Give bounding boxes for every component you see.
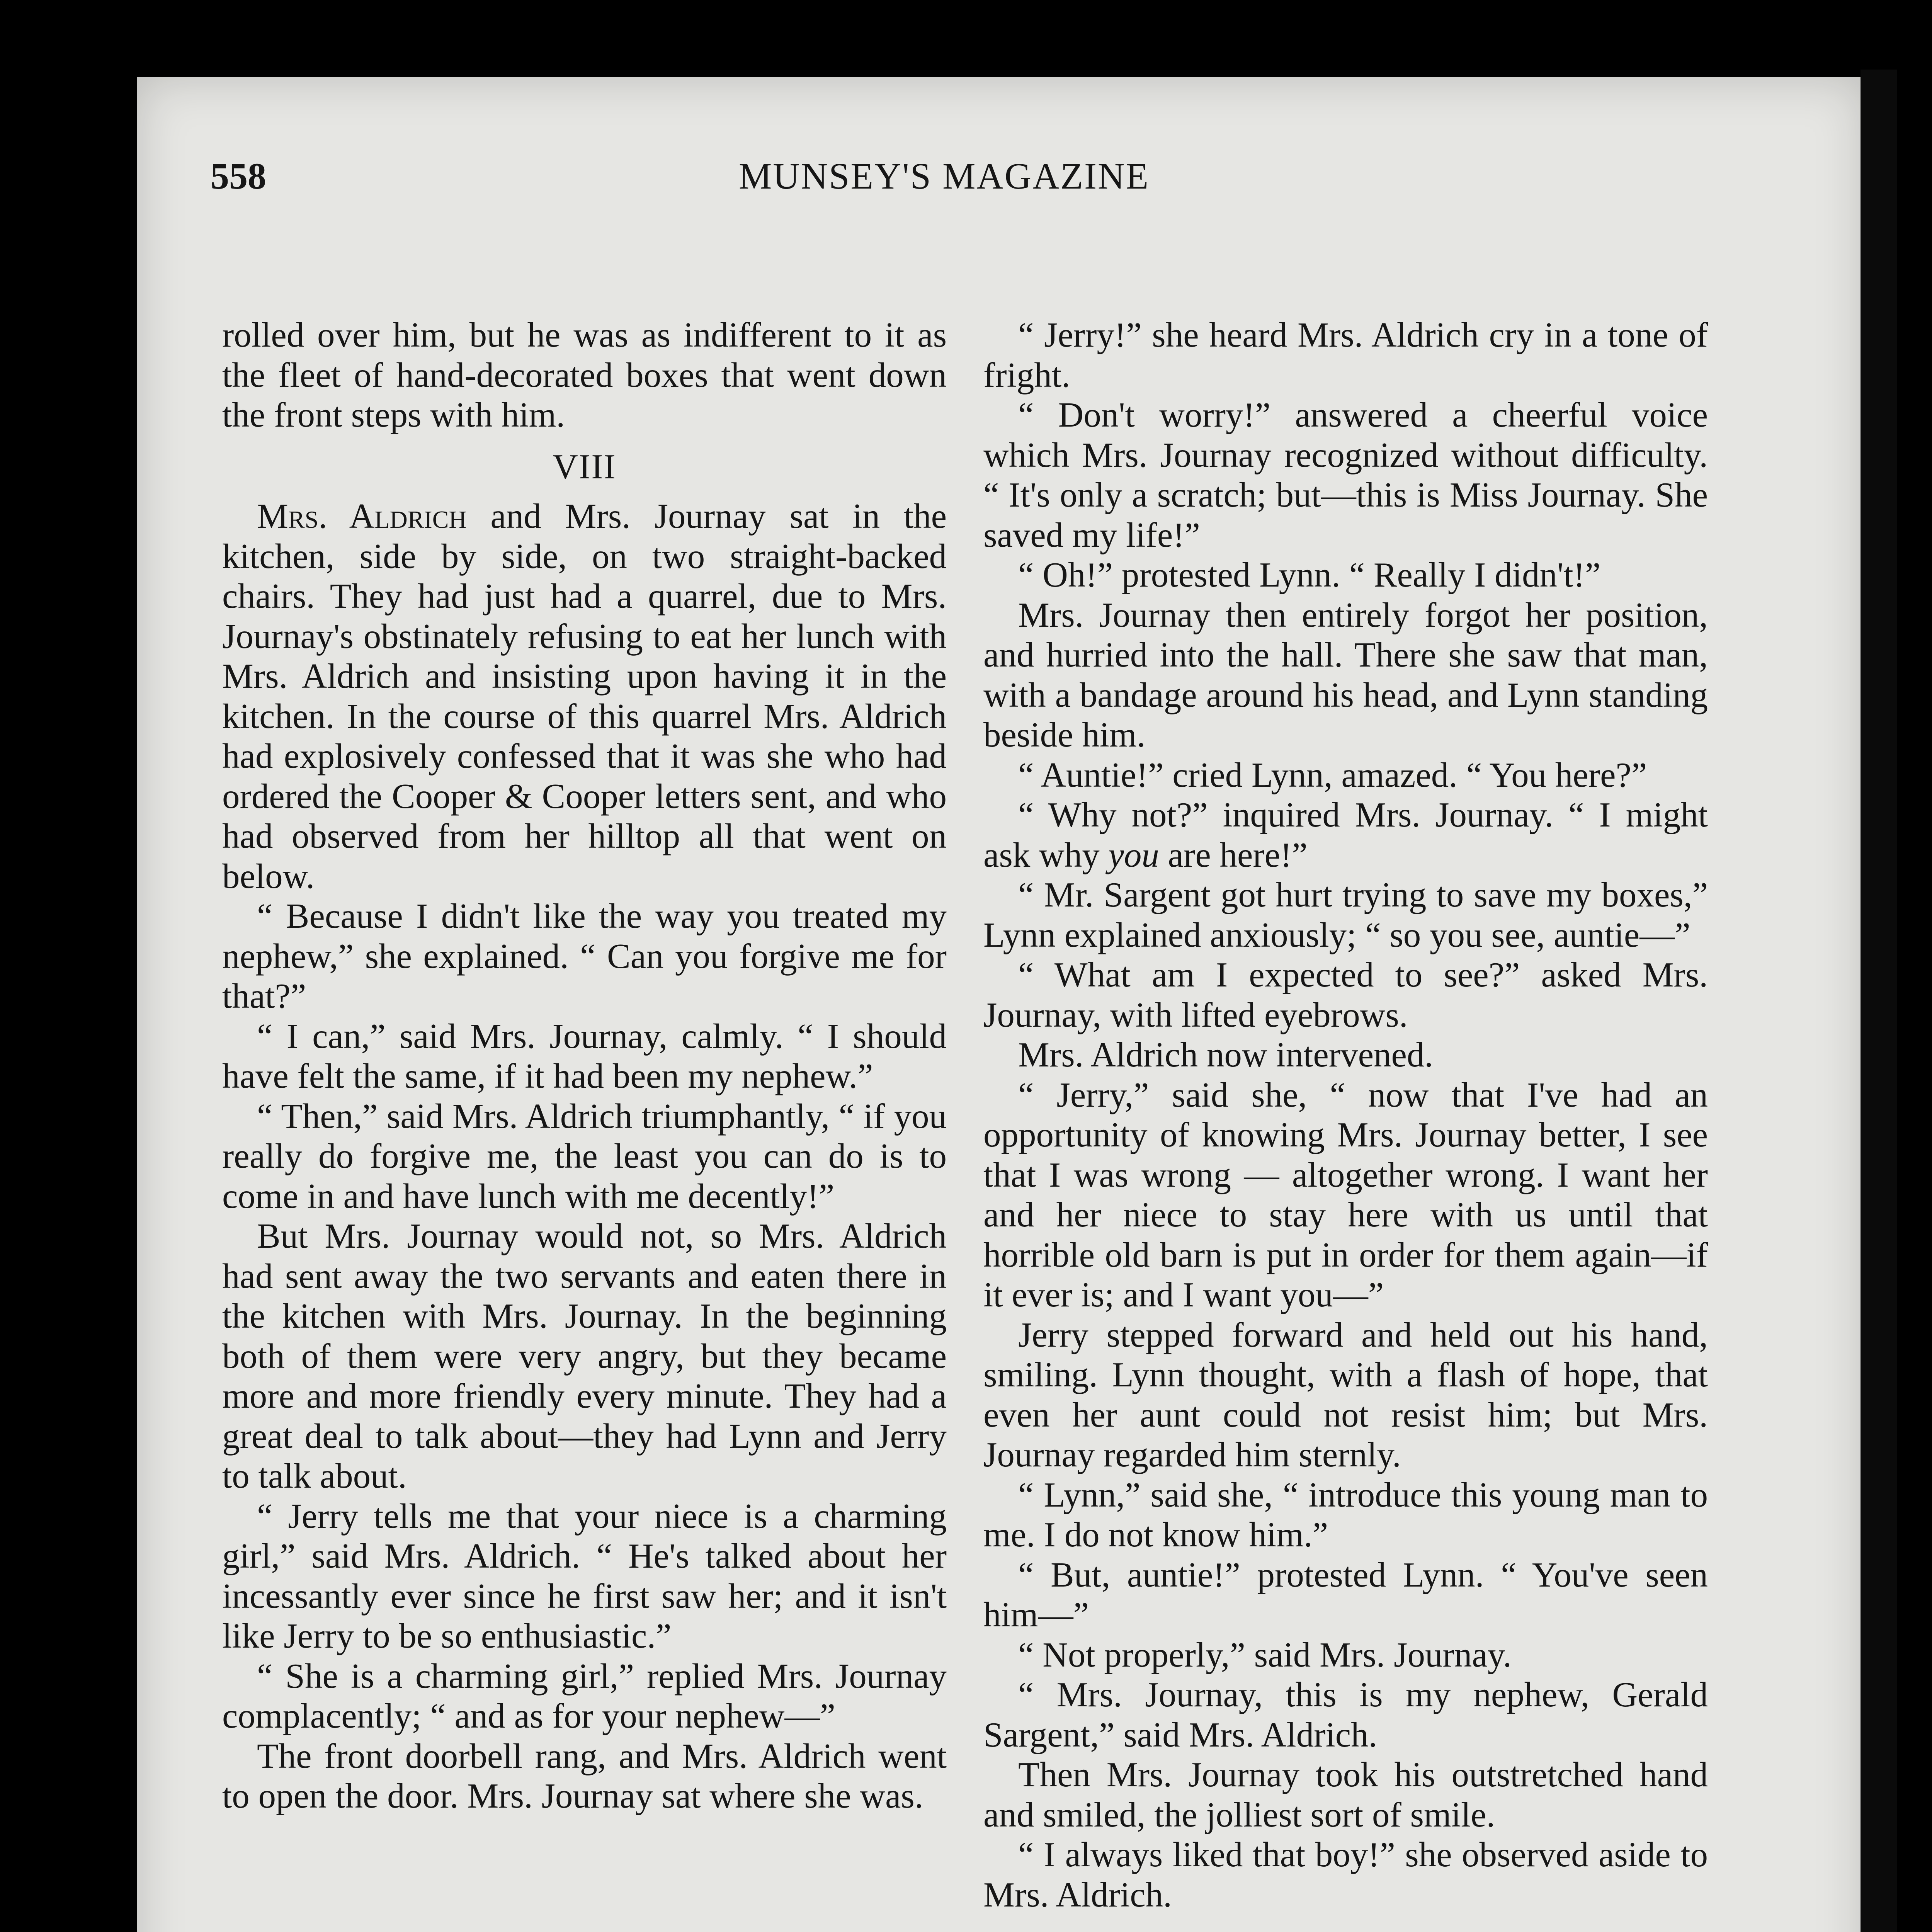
page-header: [211, 155, 1678, 209]
paragraph-text: and Mrs. Journay sat in the kitchen, side by side, on two straight-backed chairs. They had just had a quarrel, due to Mrs. Journay's obstinately refusing to eat her lunch with Mrs. Aldrich and insisting upon having it in the kitchen. In the course of this quarrel Mrs. Aldrich had explosively confessed that it was she who had ordered the Cooper & Cooper letters sent, and who had observed from her hilltop all that went on below.: [222, 497, 947, 896]
paragraph: “ She is a charming girl,” replied Mrs. Journay complacently; “ and as for your nephew—”: [222, 1656, 947, 1735]
paragraph: “ Don't worry!” answered a cheerful voice which Mrs. Journay recognized without difficulty. “ It's only a scratch; but—this is Miss Journay. She saved my life!”: [983, 395, 1708, 554]
paragraph: Mrs. Journay then entirely forgot her position, and hurried into the hall. There she saw that man, with a bandage around his head, and Lynn standing beside him.: [983, 595, 1708, 754]
section-heading: VIII: [553, 447, 616, 486]
paragraph-text: are here!”: [1159, 835, 1308, 874]
paragraph: Jerry stepped forward and held out his hand, smiling. Lynn thought, with a flash of hope, that even her aunt could not resist him; but Mrs. Journay regarded him sternly.: [983, 1315, 1708, 1474]
paragraph: “ Not properly,” said Mrs. Journay.: [1018, 1635, 1512, 1674]
page-number: 558: [211, 155, 266, 197]
paragraph: Mrs. Aldrich now intervened.: [1018, 1035, 1434, 1074]
paragraph: “ Then,” said Mrs. Aldrich triumphantly, “ if you really do forgive me, the least you can do is to come in and have lunch with me decently!”: [222, 1096, 947, 1216]
paragraph: But Mrs. Journay would not, so Mrs. Aldrich had sent away the two servants and eaten there in the kitchen with Mrs. Journay. In the beginning both of them were very angry, but they became more and more friendly every minute. They had a great deal to talk about—they had Lynn and Jerry to talk about.: [222, 1216, 947, 1495]
paragraph: [983, 795, 1708, 875]
paragraph: “ Jerry!” she heard Mrs. Aldrich cry in a tone of fright.: [983, 315, 1708, 395]
paragraph: “ Lynn,” said she, “ introduce this young man to me. I do not know him.”: [983, 1475, 1708, 1554]
paragraph: Then Mrs. Journay took his outstretched hand and smiled, the jolliest sort of smile.: [983, 1755, 1708, 1834]
continued-paragraph: rolled over him, but he was as indifferent to it as the fleet of hand-decorated boxes that went down the front steps with him.: [222, 315, 947, 434]
running-head: MUNSEY'S MAGAZINE: [739, 155, 1150, 197]
paragraph-lead-in: Mrs. Aldrich: [257, 497, 467, 536]
paragraph-text: “ Why not?” inquired Mrs. Journay. “ I might ask why: [983, 795, 1708, 874]
left-column: [222, 315, 947, 1816]
paragraph: The front doorbell rang, and Mrs. Aldrich went to open the door. Mrs. Journay sat where she was.: [222, 1736, 947, 1815]
paragraph: “ What am I expected to see?” asked Mrs. Journay, with lifted eyebrows.: [983, 955, 1708, 1034]
right-column: [983, 315, 1708, 1915]
paragraph: “ Mr. Sargent got hurt trying to save my boxes,” Lynn explained anxiously; “ so you see, auntie—”: [983, 875, 1708, 954]
paragraph: “ I can,” said Mrs. Journay, calmly. “ I should have felt the same, if it had been my nephew.”: [222, 1016, 947, 1095]
paragraph: “ But, auntie!” protested Lynn. “ You've seen him—”: [983, 1555, 1708, 1634]
paragraph: “ Mrs. Journay, this is my nephew, Gerald Sargent,” said Mrs. Aldrich.: [983, 1675, 1708, 1754]
paragraph: “ Because I didn't like the way you treated my nephew,” she explained. “ Can you forgive me for that?”: [222, 896, 947, 1015]
paragraph: “ Jerry tells me that your niece is a charming girl,” said Mrs. Aldrich. “ He's talked about her incessantly ever since he first saw her; and it isn't like Jerry to be so enthusiastic.”: [222, 1496, 947, 1655]
paragraph: [222, 496, 947, 896]
paragraph: “ Oh!” protested Lynn. “ Really I didn't!”: [1018, 555, 1601, 594]
paragraph: “ I always liked that boy!” she observed aside to Mrs. Aldrich.: [983, 1835, 1708, 1914]
emphasized-word: you: [1108, 835, 1159, 874]
page-edge-shadow: [1861, 70, 1897, 1932]
paragraph: “ Jerry,” said she, “ now that I've had an opportunity of knowing Mrs. Journay better, I see that I was wrong — altogether wrong. I want her and her niece to stay here with us until that horrible old barn is put in order for them again—if it ever is; and I want you—”: [983, 1075, 1708, 1314]
paragraph: “ Auntie!” cried Lynn, amazed. “ You here?”: [1018, 755, 1647, 794]
